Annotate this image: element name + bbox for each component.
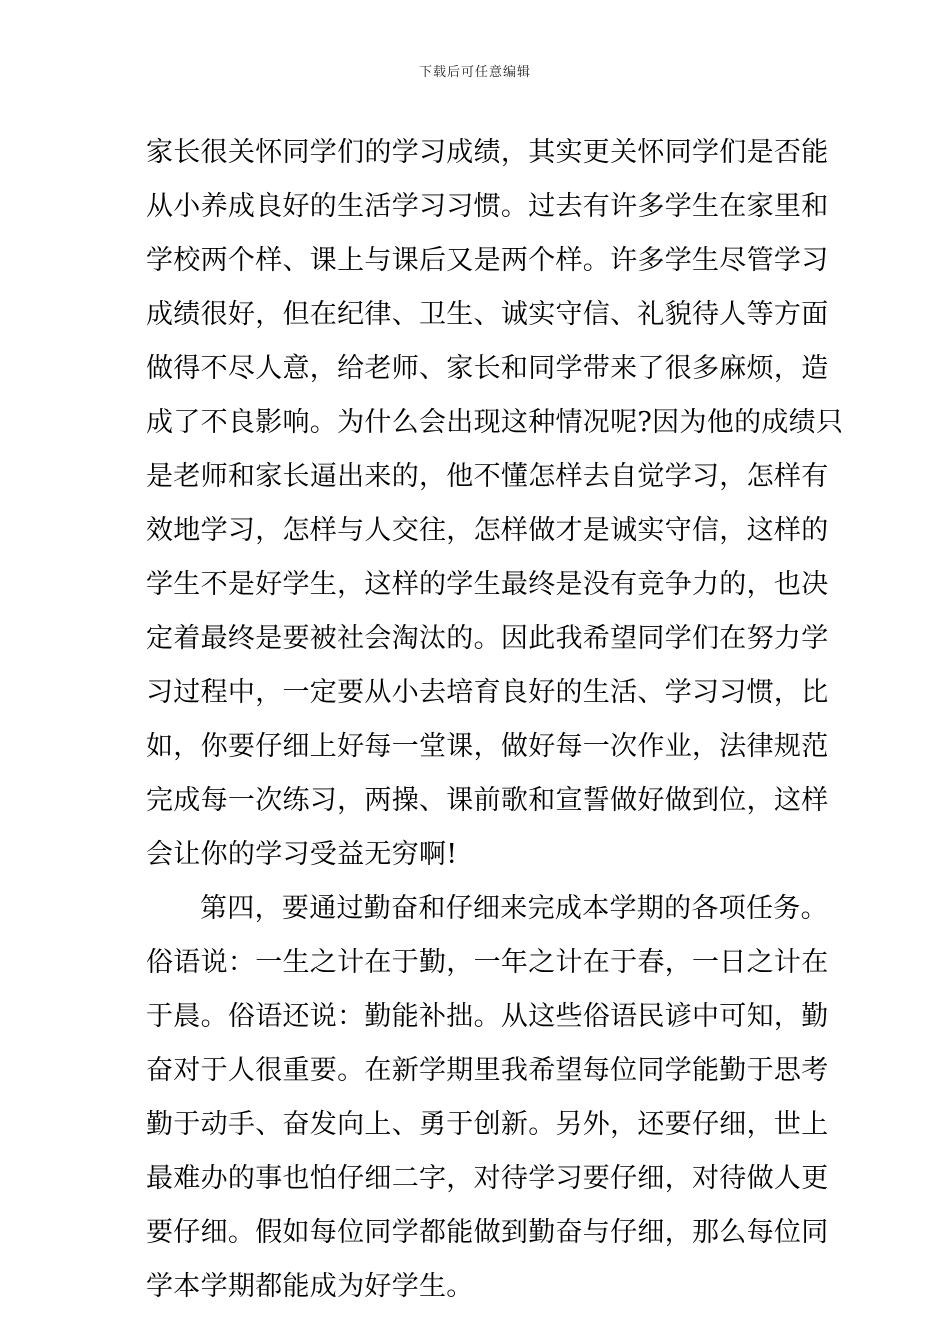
paragraph-1 [146, 126, 844, 882]
text-line: 成绩很好，但在纪律、卫生、诚实守信、礼貌待人等方面 [146, 299, 829, 330]
document-body [146, 126, 844, 1314]
page-header: 下载后可任意编辑 [418, 65, 531, 80]
text-line: 会让你的学习受益无穷啊! [146, 839, 458, 870]
text-line: 成了不良影响。为什么会出现这种情况呢?因为他的成绩只 [146, 407, 844, 438]
text-line: 勤于动手、奋发向上、勇于创新。另外，还要仔细，世上 [146, 1109, 829, 1140]
paragraph-2 [146, 882, 829, 1314]
text-line: 俗语说：一生之计在于勤，一年之计在于春，一日之计在 [146, 947, 829, 978]
text-line: 要仔细。假如每位同学都能做到勤奋与仔细，那么每位同 [146, 1217, 829, 1248]
text-line: 是老师和家长逼出来的，他不懂怎样去自觉学习，怎样有 [146, 461, 829, 492]
text-line: 效地学习，怎样与人交往，怎样做才是诚实守信，这样的 [146, 515, 829, 546]
text-line: 学生不是好学生，这样的学生最终是没有竞争力的，也决 [146, 569, 829, 600]
text-line: 做得不尽人意，给老师、家长和同学带来了很多麻烦，造 [146, 353, 829, 384]
text-line: 学校两个样、课上与课后又是两个样。许多学生尽管学习 [146, 245, 829, 276]
text-line: 于晨。俗语还说：勤能补拙。从这些俗语民谚中可知，勤 [146, 1001, 829, 1032]
text-line: 习过程中，一定要从小去培育良好的生活、学习习惯，比 [146, 677, 829, 708]
text-line: 如，你要仔细上好每一堂课，做好每一次作业，法律规范 [146, 731, 829, 762]
text-line: 从小养成良好的生活学习习惯。过去有许多学生在家里和 [146, 191, 829, 222]
text-line: 最难办的事也怕仔细二字，对待学习要仔细，对待做人更 [146, 1163, 829, 1194]
text-line: 第四，要通过勤奋和仔细来完成本学期的各项任务。 [200, 893, 828, 924]
text-line: 奋对于人很重要。在新学期里我希望每位同学能勤于思考 [146, 1055, 829, 1086]
text-line: 学本学期都能成为好学生。 [146, 1271, 474, 1302]
text-line: 定着最终是要被社会淘汰的。因此我希望同学们在努力学 [146, 623, 829, 654]
text-line: 完成每一次练习，两操、课前歌和宣誓做好做到位，这样 [146, 785, 829, 816]
text-line: 家长很关怀同学们的学习成绩，其实更关怀同学们是否能 [146, 137, 829, 168]
